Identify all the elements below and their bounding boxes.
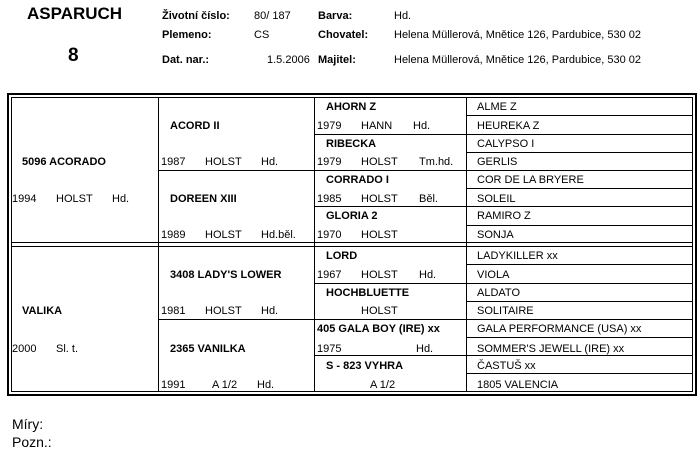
gen4-name-13: SOMMER'S JEWELL (IRE) xx — [477, 343, 625, 355]
gen4-name-12: GALA PERFORMANCE (USA) xx — [477, 323, 642, 335]
gen3-year-3: 1970 — [317, 229, 342, 241]
gen2-color-3: Hd. — [257, 379, 275, 391]
gen2-color-1: Hd.běl. — [261, 229, 296, 241]
gen4-name-9: VIOLA — [477, 269, 510, 281]
frame-left — [7, 93, 9, 396]
gen3-breed-4: HOLST — [361, 269, 398, 281]
horse-number: 8 — [68, 45, 79, 66]
owner-label: Majitel: — [318, 54, 356, 66]
gen3-name-4: LORD — [326, 250, 358, 262]
gen3-name-0: AHORN Z — [326, 101, 377, 113]
dam-name: VALIKA — [22, 305, 63, 317]
breeder-value: Helena Müllerová, Mnětice 126, Pardubice, 530 02 — [394, 29, 642, 41]
breed-label: Plemeno: — [162, 29, 212, 41]
color-label: Barva: — [318, 10, 353, 22]
breeder-label: Chovatel: — [318, 29, 369, 41]
gen3-breed-1: HOLST — [361, 156, 398, 168]
gen2-year-3: 1991 — [161, 379, 186, 391]
gen3-breed-5: HOLST — [361, 305, 398, 317]
frame-bottom — [7, 394, 697, 396]
life-number-value: 80/ 187 — [254, 10, 291, 22]
gen2-breed-2: HOLST — [205, 305, 242, 317]
sire-color: Hd. — [112, 193, 130, 205]
gen3-color-1: Tm.hd. — [419, 156, 454, 168]
gen4-name-2: CALYPSO I — [477, 138, 535, 150]
sire-year: 1994 — [12, 193, 37, 205]
gen4-name-5: SOLEIL — [477, 193, 516, 205]
gen2-year-2: 1981 — [161, 305, 186, 317]
horse-name: ASPARUCH — [27, 4, 123, 23]
gen3-name-7: S - 823 VYHRA — [326, 360, 404, 372]
birth-date-label: Dat. nar.: — [162, 54, 210, 66]
gen3-name-1: RIBECKA — [326, 138, 377, 150]
sire-dam-divider — [11, 242, 693, 243]
gen4-name-7: SONJA — [477, 229, 514, 241]
breed-value: CS — [254, 29, 270, 41]
dam-breed: Sl. t. — [56, 343, 79, 355]
color-value: Hd. — [394, 10, 412, 22]
note-label: Pozn.: — [12, 434, 52, 450]
gen3-breed-7: A 1/2 — [370, 379, 396, 391]
dam-year: 2000 — [12, 343, 37, 355]
sire-name: 5096 ACORADO — [22, 156, 106, 168]
gen3-color-4: Hd. — [419, 269, 437, 281]
gen2-name-0: ACORD II — [170, 120, 220, 132]
gen4-name-1: HEUREKA Z — [477, 120, 540, 132]
gen3-breed-3: HOLST — [361, 229, 398, 241]
gen4-name-3: GERLIS — [477, 156, 518, 168]
gen3-year-4: 1967 — [317, 269, 342, 281]
gen3-year-6: 1975 — [317, 343, 342, 355]
gen3-color-6: Hd. — [416, 343, 434, 355]
gen3-name-2: CORRADO I — [326, 174, 389, 186]
gen2-breed-0: HOLST — [205, 156, 242, 168]
gen2-name-2: 3408 LADY'S LOWER — [170, 269, 282, 281]
frame-top — [7, 93, 697, 95]
gen2-name-1: DOREEN XIII — [170, 193, 237, 205]
col-divider-2 — [314, 97, 315, 392]
gen2-color-2: Hd. — [261, 305, 279, 317]
life-number-label: Životní číslo: — [162, 10, 230, 22]
gen3-year-2: 1985 — [317, 193, 342, 205]
gen2-breed-1: HOLST — [205, 229, 242, 241]
measures-label: Míry: — [12, 416, 44, 432]
gen3-name-3: GLORIA 2 — [326, 210, 378, 222]
gen3-breed-0: HANN — [361, 120, 393, 132]
gen4-name-0: ALME Z — [477, 101, 517, 113]
gen4-name-6: RAMIRO Z — [477, 210, 531, 222]
birth-date-value: 1.5.2006 — [267, 54, 310, 66]
gen3-year-1: 1979 — [317, 156, 342, 168]
gen4-name-10: ALDATO — [477, 287, 520, 299]
gen2-year-1: 1989 — [161, 229, 186, 241]
gen2-breed-3: A 1/2 — [212, 379, 238, 391]
sire-breed: HOLST — [56, 193, 93, 205]
gen3-name-5: HOCHBLUETTE — [326, 287, 410, 299]
frame-right — [695, 93, 697, 396]
gen4-name-11: SOLITAIRE — [477, 305, 534, 317]
col-divider-3 — [466, 97, 467, 392]
gen4-name-8: LADYKILLER xx — [477, 250, 558, 262]
gen2-color-0: Hd. — [261, 156, 279, 168]
gen3-color-2: Běl. — [419, 193, 438, 205]
gen3-color-0: Hd. — [413, 120, 431, 132]
gen3-year-0: 1979 — [317, 120, 342, 132]
gen4-name-14: ČASTUŠ xx — [477, 360, 536, 372]
owner-value: Helena Müllerová, Mnětice 126, Pardubice, 530 02 — [394, 54, 642, 66]
gen4-name-15: 1805 VALENCIA — [477, 379, 559, 391]
gen3-breed-2: HOLST — [361, 193, 398, 205]
gen3-name-6: 405 GALA BOY (IRE) xx — [317, 323, 440, 335]
col-divider-1 — [158, 97, 159, 392]
gen2-name-3: 2365 VANILKA — [170, 343, 246, 355]
gen2-year-0: 1987 — [161, 156, 186, 168]
gen4-name-4: COR DE LA BRYERE — [477, 174, 584, 186]
